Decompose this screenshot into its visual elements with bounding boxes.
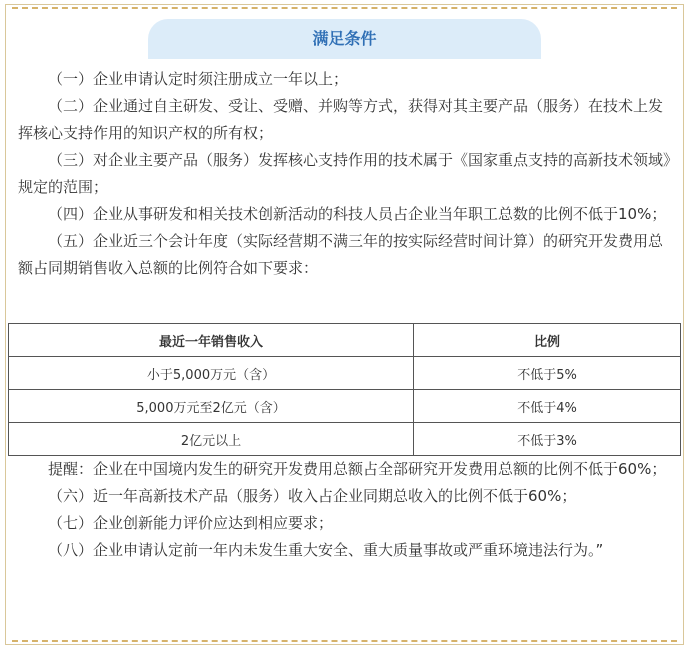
condition-8: （八）企业申请认定前一年内未发生重大安全、重大质量事故或严重环境违法行为。”: [48, 541, 604, 559]
revenue-cell: 2亿元以上: [9, 423, 414, 456]
table-header-row: [9, 324, 681, 357]
section-header: [148, 19, 541, 59]
table-row: [9, 423, 681, 456]
requirement-table: [8, 323, 681, 456]
ratio-cell: 不低于5%: [414, 357, 681, 390]
top-dashed-border: [12, 7, 677, 9]
ratio-cell: 不低于3%: [414, 423, 681, 456]
condition-1: （一）企业申请认定时须注册成立一年以上；: [48, 70, 349, 88]
reminder-note: 提醒：企业在中国境内发生的研究开发费用总额占全部研究开发费用总额的比例不低于60%；: [48, 460, 667, 478]
column-header-ratio: 比例: [414, 324, 681, 357]
ratio-cell: 不低于4%: [414, 390, 681, 423]
condition-4: （四）企业从事研发和相关技术创新活动的科技人员占企业当年职工总数的比例不低于10%；: [48, 205, 667, 223]
column-header-revenue: 最近一年销售收入: [9, 324, 414, 357]
bottom-dashed-border: [12, 640, 677, 642]
condition-3: （三）对企业主要产品（服务）发挥核心支持作用的技术属于《国家重点支持的高新技术领域》规定的范围；: [18, 151, 671, 196]
conditions-top: [18, 66, 673, 282]
revenue-cell: 小于5,000万元（含）: [9, 357, 414, 390]
revenue-cell: 5,000万元至2亿元（含）: [9, 390, 414, 423]
table-row: [9, 357, 681, 390]
condition-6: （六）近一年高新技术产品（服务）收入占企业同期总收入的比例不低于60%；: [48, 487, 577, 505]
condition-7: （七）企业创新能力评价应达到相应要求；: [48, 514, 334, 532]
condition-2: （二）企业通过自主研发、受让、受赠、并购等方式，获得对其主要产品（服务）在技术上发挥核心支持作用的知识产权的所有权；: [18, 97, 664, 142]
section-title: 满足条件: [312, 29, 377, 48]
condition-5: （五）企业近三个会计年度（实际经营期不满三年的按实际经营时间计算）的研究开发费用总额占同期销售收入总额的比例符合如下要求：: [18, 232, 664, 277]
table-row: [9, 390, 681, 423]
conditions-bottom: [18, 456, 673, 564]
